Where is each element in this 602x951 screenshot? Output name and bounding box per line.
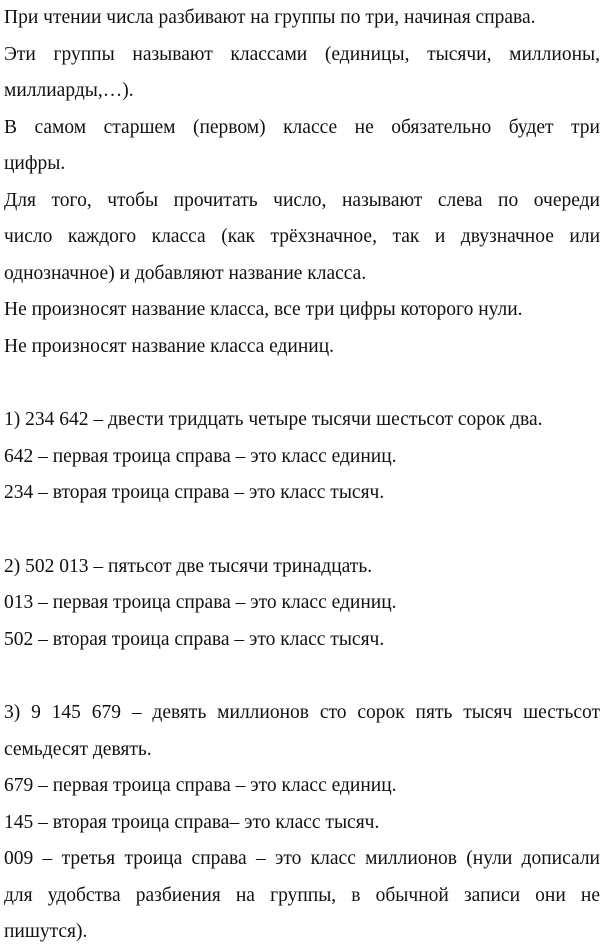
text-line: 502 – вторая троица справа – это класс тысяч. xyxy=(4,628,385,650)
text-line: 234 – вторая троица справа – это класс тысяч. xyxy=(4,482,385,503)
example-3 xyxy=(4,695,600,951)
text-line: Не произносят название класса единиц. xyxy=(4,335,335,357)
text-line: миллиарды,…). xyxy=(4,80,134,101)
blank-line xyxy=(4,658,600,695)
intro-section xyxy=(4,0,600,365)
text-line: цифры. xyxy=(4,153,66,174)
text-line: 3) 9 145 679 – девять миллионов сто сорок пять тысяч шестьсот xyxy=(4,702,600,723)
text-line: пишутся). xyxy=(4,921,88,942)
text-line: 642 – первая троица справа – это класс единиц. xyxy=(4,445,397,467)
document-page xyxy=(4,0,600,951)
text-line: число каждого класса (как трёхзначное, так и двузначное или xyxy=(4,226,600,247)
example-2 xyxy=(4,549,600,659)
text-line: Эти группы называют классами (единицы, тысячи, миллионы, xyxy=(4,43,600,65)
text-line: 679 – первая троица справа – это класс единиц. xyxy=(4,775,397,796)
text-line: 1) 234 642 – двести тридцать четыре тысячи шестьсот сорок два. xyxy=(4,409,543,430)
blank-line xyxy=(4,365,600,402)
text-line: для удобства разбиения на группы, в обычной записи они не xyxy=(4,884,600,906)
text-line: В самом старшем (первом) классе не обязательно будет три xyxy=(4,116,600,138)
text-line: семьдесят девять. xyxy=(4,738,152,760)
text-line: 2) 502 013 – пятьсот две тысячи тринадцать. xyxy=(4,555,373,577)
text-line: При чтении числа разбивают на группы по три, начиная справа. xyxy=(4,7,536,28)
text-line: однозначное) и добавляют название класса. xyxy=(4,262,367,284)
text-line: 009 – третья троица справа – это класс миллионов (нули дописали xyxy=(4,848,600,869)
example-1 xyxy=(4,402,600,512)
text-line: Не произносят название класса, все три цифры которого нули. xyxy=(4,299,523,320)
text-line: 145 – вторая троица справа– это класс тысяч. xyxy=(4,811,380,833)
blank-line xyxy=(4,512,600,549)
text-line: Для того, чтобы прочитать число, называют слева по очереди xyxy=(4,189,600,211)
text-line: 013 – первая троица справа – это класс единиц. xyxy=(4,592,397,613)
